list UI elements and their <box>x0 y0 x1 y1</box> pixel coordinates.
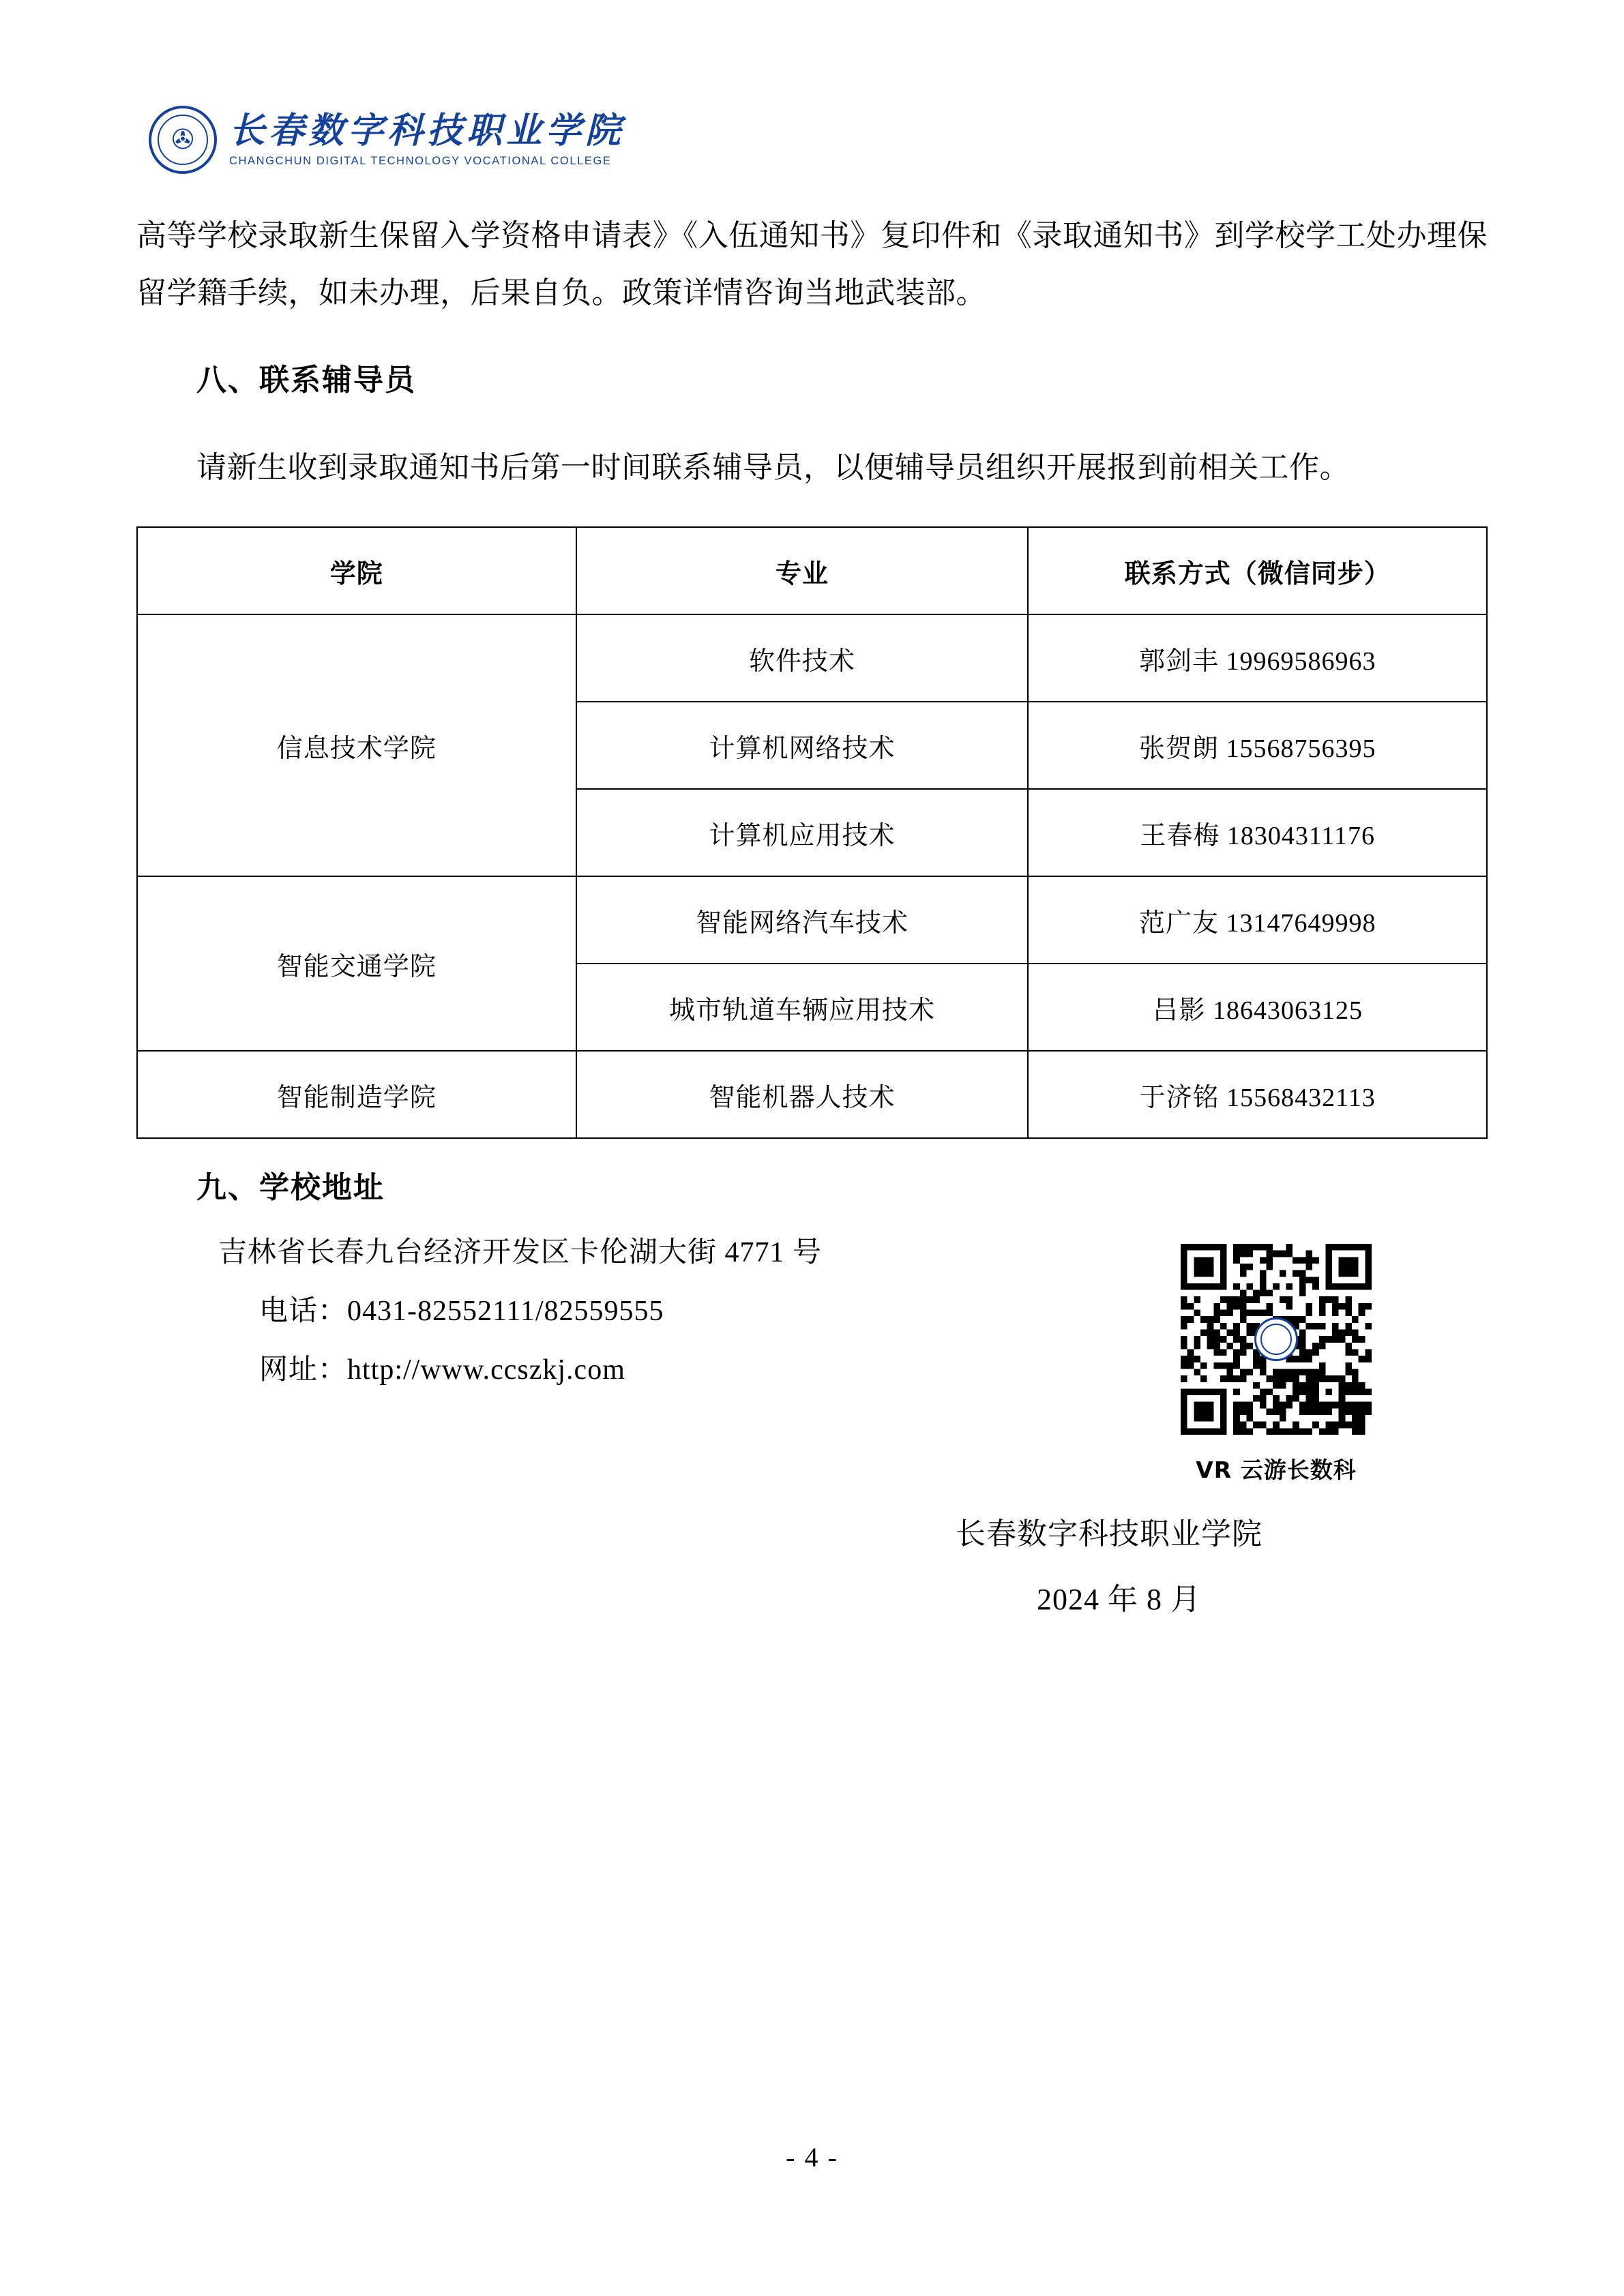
logo-text-block <box>229 112 625 168</box>
college-logo <box>149 102 1488 177</box>
counselor-contacts-table <box>136 526 1488 1139</box>
section-9-heading: 九、学校地址 <box>196 1170 385 1205</box>
cell-contact: 范广友 13147649998 <box>1028 876 1487 964</box>
column-header-contact: 联系方式（微信同步） <box>1028 527 1487 614</box>
cell-contact: 郭剑丰 19969586963 <box>1028 614 1487 702</box>
cell-college: 智能交通学院 <box>137 876 576 1051</box>
qr-caption: VR 云游长数科 <box>1196 1457 1357 1483</box>
logo-chinese-name: 长春数字科技职业学院 <box>229 111 625 151</box>
signature-date: 2024 年 8 月 <box>1037 1583 1201 1616</box>
crane-icon: ✇ <box>171 124 194 155</box>
cell-major: 计算机网络技术 <box>576 702 1029 789</box>
cell-contact: 王春梅 18304311176 <box>1028 789 1487 876</box>
table-header-row <box>137 527 1487 614</box>
cell-contact: 吕影 18643063125 <box>1028 964 1487 1051</box>
cell-major: 计算机应用技术 <box>576 789 1029 876</box>
page-number: - 4 - <box>786 2142 838 2173</box>
vr-qr-code-block <box>1174 1244 1378 1485</box>
column-header-major: 专业 <box>576 527 1029 614</box>
qr-center-logo-icon <box>1254 1317 1298 1361</box>
cell-major: 软件技术 <box>576 614 1029 702</box>
cell-major: 城市轨道车辆应用技术 <box>576 964 1029 1051</box>
column-header-college: 学院 <box>137 527 576 614</box>
cell-major: 智能网络汽车技术 <box>576 876 1029 964</box>
continued-paragraph: 高等学校录取新生保留入学资格申请表》《入伍通知书》复印件和《录取通知书》到学校学工处办理保留学籍手续，如未办理，后果自负。政策详情咨询当地武装部。 <box>136 219 1488 310</box>
address-block <box>136 1223 1488 1483</box>
cell-major: 智能机器人技术 <box>576 1051 1029 1138</box>
school-address: 吉林省长春九台经济开发区卡伦湖大街 4771 号 <box>218 1237 823 1268</box>
table-row <box>137 876 1487 964</box>
logo-english-name: CHANGCHUN DIGITAL TECHNOLOGY VOCATIONAL COLLEGE <box>229 155 612 168</box>
cell-contact: 张贺朗 15568756395 <box>1028 702 1487 789</box>
college-seal-icon <box>149 106 217 174</box>
section-8-paragraph: 请新生收到录取通知书后第一时间联系辅导员，以便辅导员组织开展报到前相关工作。 <box>196 451 1350 484</box>
signature-organization: 长春数字科技职业学院 <box>956 1517 1263 1551</box>
section-8-heading: 八、联系辅导员 <box>196 363 416 398</box>
table-row <box>137 614 1487 702</box>
cell-college: 智能制造学院 <box>137 1051 576 1138</box>
school-phone: 电话：0431-82552111/82559555 <box>259 1296 664 1327</box>
table-row <box>137 1051 1487 1138</box>
signature-block <box>136 1502 1488 1632</box>
cell-contact: 于济铭 15568432113 <box>1028 1051 1487 1138</box>
qr-code[interactable] <box>1181 1244 1372 1435</box>
school-website: 网址：http://www.ccszkj.com <box>259 1354 625 1386</box>
cell-college: 信息技术学院 <box>137 614 576 876</box>
